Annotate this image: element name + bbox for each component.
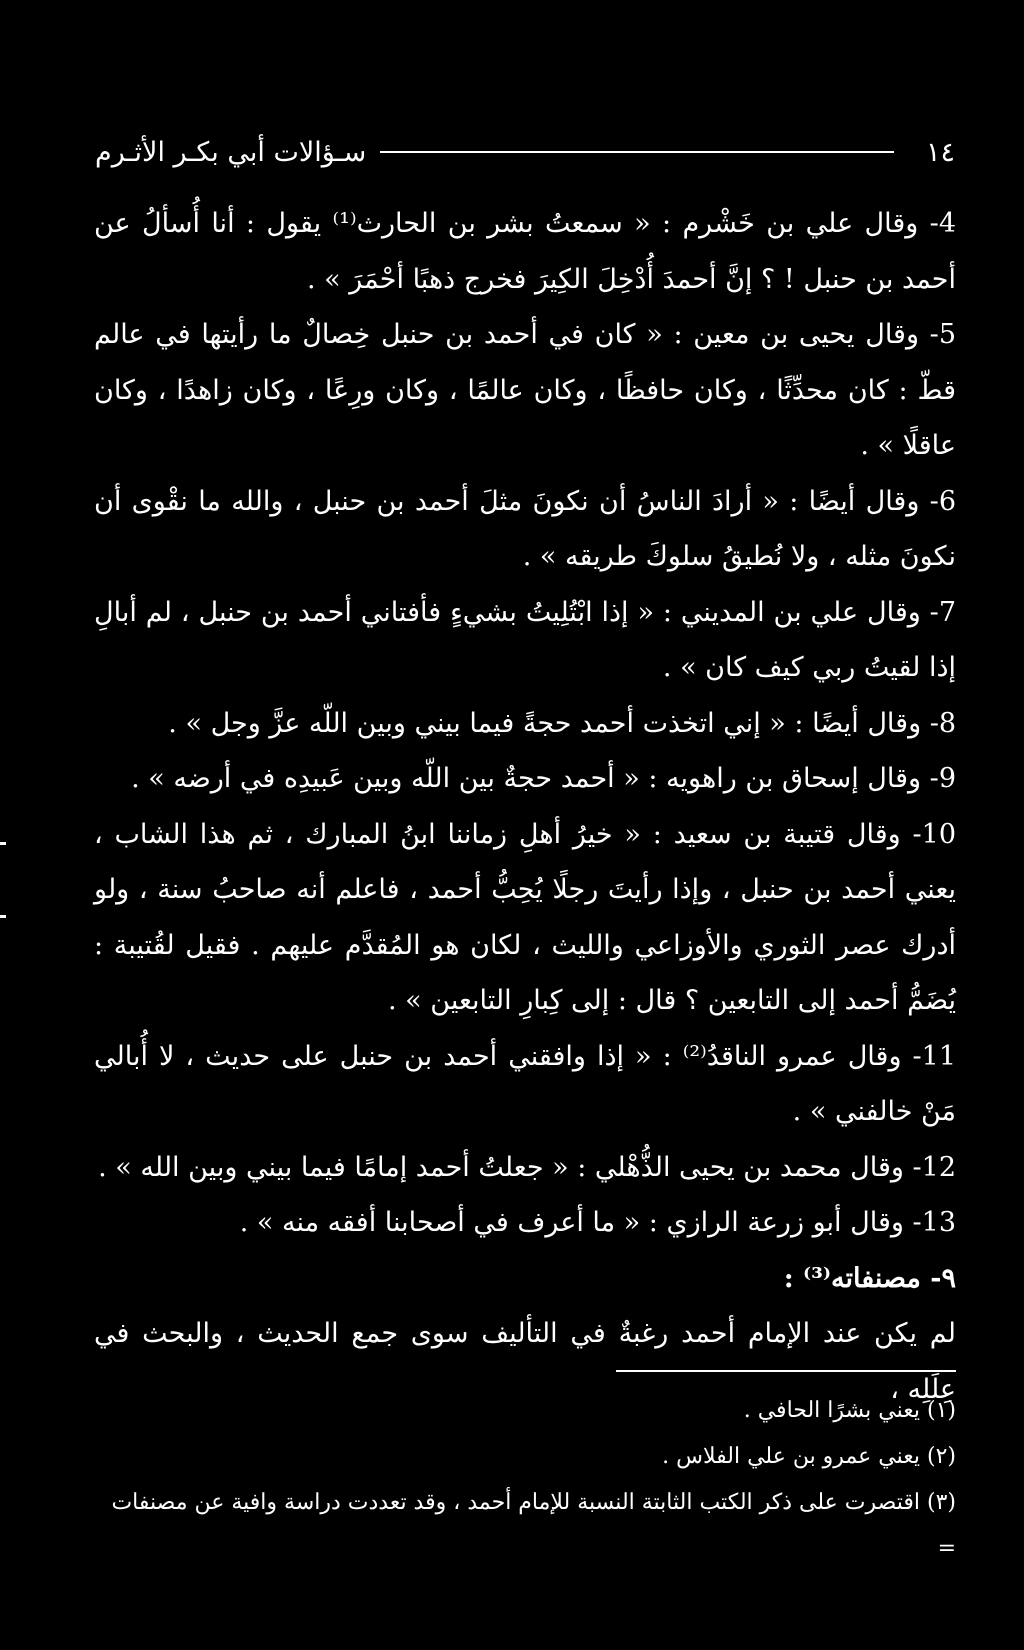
- footnote: (٢) يعني عمرو بن علي الفلاس .: [662, 1444, 956, 1469]
- paragraph: 10- وقال قتيبة بن سعيد : « خيرُ أهلِ زماننا ابنُ المبارك ، ثم هذا الشاب ، يعني أحمد بن حنبل ، وإذا رأيتَ رجلًا يُحِبُّ أحمد ، فاعلم أنه صاحبُ سنة ، ولو أدرك عصر الثوري والأوزاعي والليث ، لكان هو المُقدَّم عليهم . فقيل لقُتيبة : يُضَمُّ أحمد إلى التابعين ؟ قال : إلى كِبارِ التابعين » .: [94, 818, 956, 1016]
- paragraph: 11- وقال عمرو الناقدُ⁽²⁾ : « إذا وافقني أحمد بن حنبل على حديث ، لا أُبالي مَنْ خالفني » .: [94, 1040, 956, 1127]
- final-paragraph: لم يكن عند الإمام أحمد رغبةٌ في التأليف سوى جمع الحديث ، والبحث في عِلَلِه ،: [94, 1318, 956, 1405]
- edge-mark: [0, 915, 6, 918]
- page-header: [95, 130, 955, 174]
- paragraph: 4- وقال علي بن خَشْرم : « سمعتُ بشر بن الحارث⁽¹⁾ يقول : أنا أُسألُ عن أحمد بن حنبل ! ؟ إنَّ أحمدَ أُدْخِلَ الكِيرَ فخرج ذهبًا أحْمَرَ » .: [94, 208, 956, 295]
- footnote: (١) يعني بشرًا الحافي .: [743, 1398, 956, 1423]
- body-text: [94, 196, 956, 1417]
- edge-mark: [0, 842, 6, 845]
- footnote-rule: [616, 1370, 956, 1372]
- paragraph: 8- وقال أيضًا : « إني اتخذت أحمد حجةً فيما بيني وبين اللّه عزَّ وجل » .: [168, 707, 956, 739]
- header-rule: [380, 151, 894, 153]
- running-head: سـؤالات أبي بكـر الأثـرم: [95, 136, 367, 168]
- paragraph: 9- وقال إسحاق بن راهويه : « أحمد حجةٌ بين اللّه وبين عَبيدِه في أرضه » .: [131, 763, 956, 794]
- paragraph: 7- وقال علي بن المديني : « إذا ابْتُلِيتُ بشيءٍ فأفتاني أحمد بن حنبل ، لم أبالِ إذا لقيتُ ربي كيف كان » .: [94, 596, 956, 683]
- section-heading: ٩- مصنفاته⁽³⁾ :: [783, 1262, 956, 1294]
- paragraph: 5- وقال يحيى بن معين : « كان في أحمد بن حنبل خِصالٌ ما رأيتها في عالم قطّ : كان محدِّثًا ، وكان حافظًا ، وكان عالمًا ، وكان ورِعًا ، وكان زاهدًا ، وكان عاقلًا » .: [94, 319, 956, 461]
- paragraph: 13- وقال أبو زرعة الرازي : « ما أعرف في أصحابنا أفقه منه » .: [239, 1207, 956, 1238]
- footnote: (٣) اقتصرت على ذكر الكتب الثابتة النسبة للإمام أحمد ، وقد تعددت دراسة وافية عن مصنفات =: [111, 1490, 956, 1561]
- paragraph: 6- وقال أيضًا : « أرادَ الناسُ أن نكونَ مثلَ أحمد بن حنبل ، والله ما نقْوى أن نكونَ مثله ، ولا نُطيقُ سلوكَ طريقه » .: [94, 485, 956, 572]
- paragraph: 12- وقال محمد بن يحيى الذُّهْلي : « جعلتُ أحمد إمامًا فيما بيني وبين الله » .: [98, 1151, 956, 1183]
- page-number: ١٤: [925, 136, 955, 168]
- footnotes: [94, 1388, 956, 1572]
